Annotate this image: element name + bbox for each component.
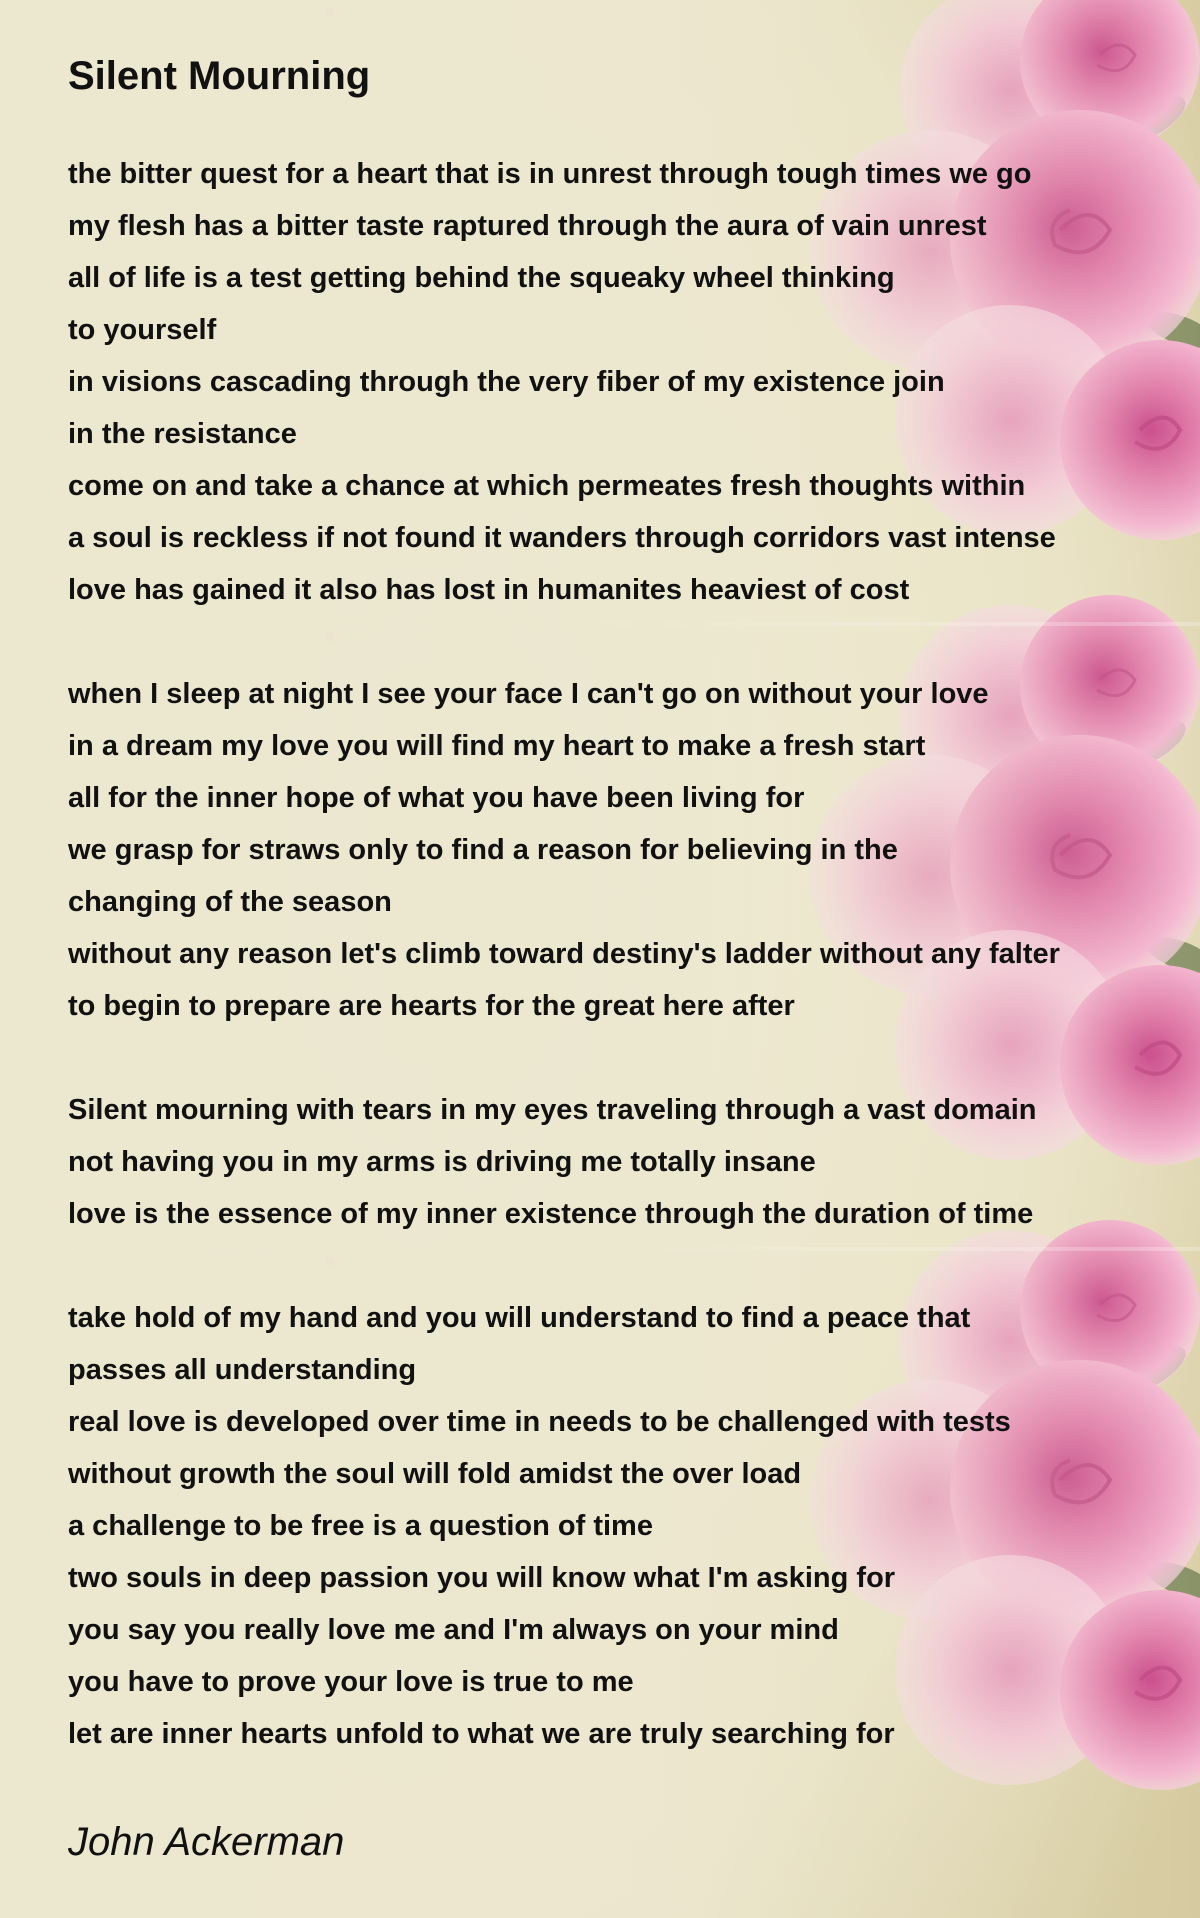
poem-line: love has gained it also has lost in humanites heaviest of cost bbox=[68, 574, 910, 606]
poem-line: when I sleep at night I see your face I can't go on without your love bbox=[68, 678, 989, 710]
poem-stanza bbox=[68, 1292, 1011, 1760]
poem-line: come on and take a chance at which permeates fresh thoughts within bbox=[68, 470, 1026, 502]
poem-line: without growth the soul will fold amidst the over load bbox=[68, 1458, 802, 1490]
poem-line: we grasp for straws only to find a reason for believing in the bbox=[68, 834, 898, 866]
poem-line: my flesh has a bitter taste raptured through the aura of vain unrest bbox=[68, 210, 987, 242]
poem-line: all of life is a test getting behind the squeaky wheel thinking bbox=[68, 262, 895, 294]
poem-line: let are inner hearts unfold to what we are truly searching for bbox=[68, 1718, 895, 1750]
poem-stanza bbox=[68, 1084, 1036, 1240]
poem-line: you say you really love me and I'm always on your mind bbox=[68, 1614, 839, 1646]
poem-line: you have to prove your love is true to me bbox=[68, 1666, 634, 1698]
poem-line: to begin to prepare are hearts for the great here after bbox=[68, 990, 795, 1022]
poem-line: Silent mourning with tears in my eyes traveling through a vast domain bbox=[68, 1094, 1037, 1126]
poem-line: take hold of my hand and you will understand to find a peace that bbox=[68, 1302, 971, 1334]
poem-line: a soul is reckless if not found it wanders through corridors vast intense bbox=[68, 522, 1056, 554]
poem-line: two souls in deep passion you will know what I'm asking for bbox=[68, 1562, 896, 1594]
poem-line: real love is developed over time in needs to be challenged with tests bbox=[68, 1406, 1011, 1438]
poem-line: not having you in my arms is driving me totally insane bbox=[68, 1146, 816, 1178]
poem-author: John Ackerman bbox=[68, 1820, 345, 1864]
poem-line: changing of the season bbox=[68, 886, 392, 918]
poem-line: a challenge to be free is a question of time bbox=[68, 1510, 653, 1542]
poem-line: without any reason let's climb toward destiny's ladder without any falter bbox=[68, 938, 1060, 970]
poem-line: in the resistance bbox=[68, 418, 297, 450]
poem-line: love is the essence of my inner existence through the duration of time bbox=[68, 1198, 1034, 1230]
poem-line: in visions cascading through the very fiber of my existence join bbox=[68, 366, 945, 398]
poem-title: Silent Mourning bbox=[68, 54, 371, 98]
poem-stanza bbox=[68, 148, 1056, 616]
poem-stanza bbox=[68, 668, 1060, 1032]
poem-line: passes all understanding bbox=[68, 1354, 417, 1386]
poem-line: the bitter quest for a heart that is in unrest through tough times we go bbox=[68, 158, 1032, 190]
poem-line: in a dream my love you will find my heart to make a fresh start bbox=[68, 730, 926, 762]
poem-line: all for the inner hope of what you have been living for bbox=[68, 782, 805, 814]
poem-line: to yourself bbox=[68, 314, 217, 346]
